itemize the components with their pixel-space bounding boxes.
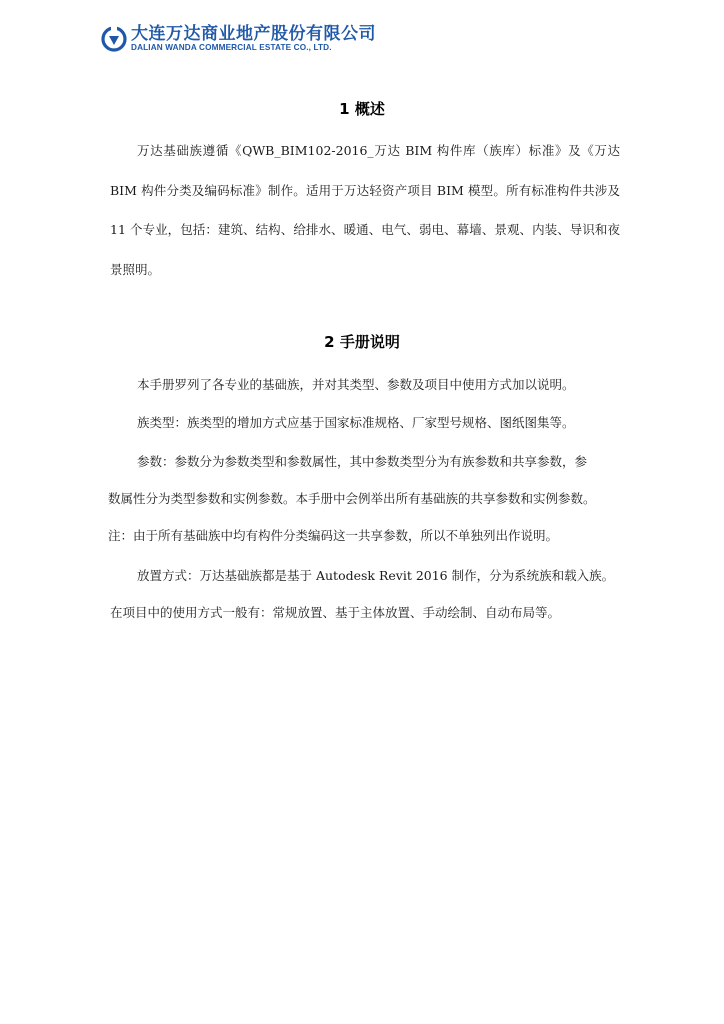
manual-line-1: 本手册罗列了各专业的基础族，并对其类型、参数及项目中使用方式加以说明。 — [137, 377, 575, 392]
manual-line-2: 族类型：族类型的增加方式应基于国家标准规格、厂家型号规格、图纸图集等。 — [137, 415, 575, 430]
manual-line-6: 放置方式：万达基础族都是基于 Autodesk Revit 2016 制作，分为系统族和载入族。 — [137, 568, 615, 583]
section-1-paragraph: 万达基础族遵循《QWB_BIM102-2016_万达 BIM 构件库（族库）标准》及《万达 BIM 构件分类及编码标准》制作。适用于万达轻资产项目 BIM 模型。所有标准构件共涉及 11 个专业，包括：建筑、结构、给排水、暖通、电气、弱电、幕墙、景观、内装、导识和夜景照明。 — [110, 143, 620, 277]
section-2-title: 2 手册说明 — [324, 333, 400, 351]
manual-line-5: 注：由于所有基础族中均有构件分类编码这一共享参数，所以不单独列出作说明。 — [108, 528, 559, 543]
wanda-logo-icon — [101, 26, 127, 52]
company-name-en: DALIAN WANDA COMMERCIAL ESTATE CO., LTD. — [131, 43, 332, 52]
section-1-title: 1 概述 — [339, 100, 385, 118]
company-name-cn: 大连万达商业地产股份有限公司 — [131, 24, 376, 44]
manual-line-3: 参数：参数分为参数类型和参数属性，其中参数类型分为有族参数和共享参数，参 — [137, 454, 588, 469]
manual-line-7: 在项目中的使用方式一般有：常规放置、基于主体放置、手动绘制、自动布局等。 — [110, 605, 561, 620]
manual-line-4: 数属性分为类型参数和实例参数。本手册中会例举出所有基础族的共享参数和实例参数。 — [108, 491, 596, 506]
company-header — [101, 24, 376, 54]
